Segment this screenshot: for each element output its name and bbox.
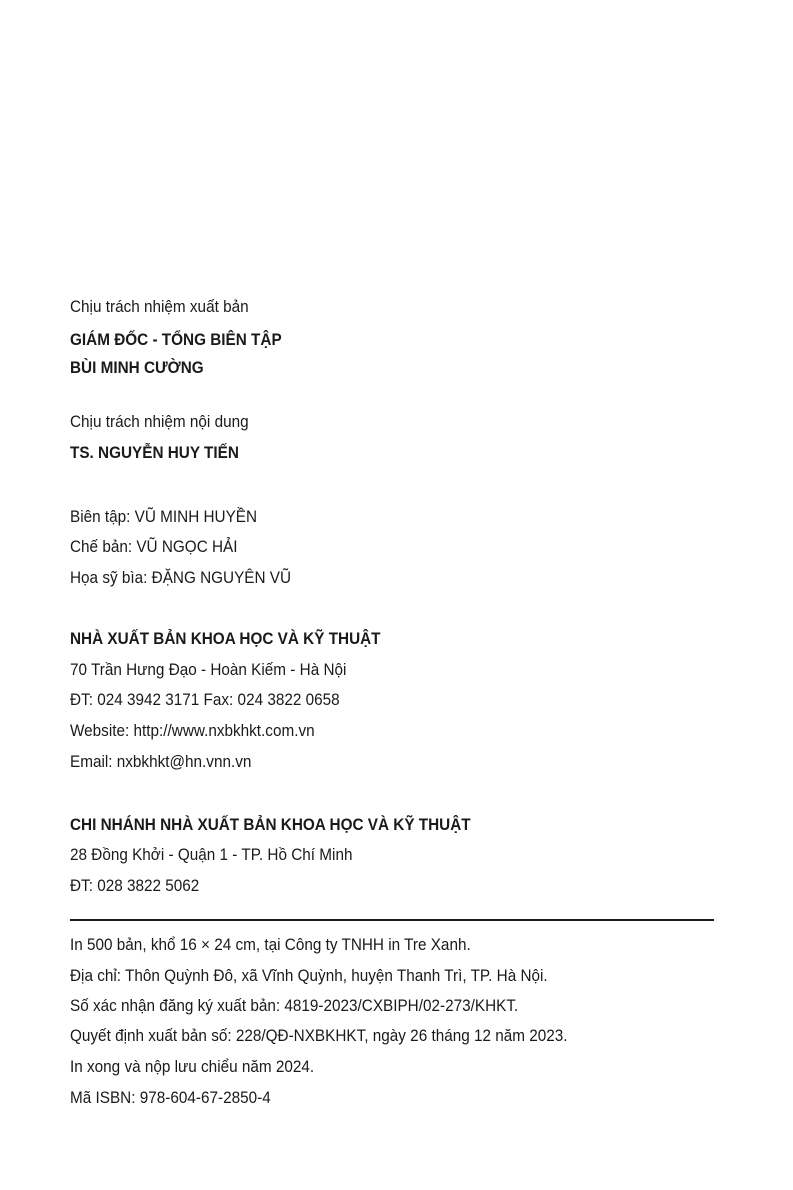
- credit-editor: Biên tập: VŨ MINH HUYỀN: [70, 507, 258, 526]
- deposit-year: In xong và nộp lưu chiểu năm 2024.: [70, 1057, 315, 1076]
- director-name: BÙI MINH CƯỜNG: [70, 358, 204, 377]
- publisher-phone-fax: ĐT: 024 3942 3171 Fax: 024 3822 0658: [70, 690, 340, 709]
- divider-rule: [70, 919, 714, 921]
- colophon-page: [70, 0, 730, 1190]
- publisher-address: 70 Trần Hưng Đạo - Hoàn Kiếm - Hà Nội: [70, 660, 347, 679]
- branch-phone: ĐT: 028 3822 5062: [70, 876, 200, 895]
- branch-name: CHI NHÁNH NHÀ XUẤT BẢN KHOA HỌC VÀ KỸ THUẬT: [70, 815, 471, 834]
- publisher-name: NHÀ XUẤT BẢN KHOA HỌC VÀ KỸ THUẬT: [70, 629, 381, 648]
- publisher-responsible-label: Chịu trách nhiệm xuất bản: [70, 297, 249, 316]
- credit-typesetter: Chế bản: VŨ NGỌC HẢI: [70, 537, 238, 556]
- content-responsible-label: Chịu trách nhiệm nội dung: [70, 412, 249, 431]
- publishing-decision: Quyết định xuất bản số: 228/QĐ-NXBKHKT, ngày 26 tháng 12 năm 2023.: [70, 1026, 568, 1045]
- content-responsible-name: TS. NGUYỄN HUY TIẾN: [70, 443, 239, 462]
- credit-cover-artist: Họa sỹ bìa: ĐẶNG NGUYÊN VŨ: [70, 568, 292, 587]
- isbn: Mã ISBN: 978-604-67-2850-4: [70, 1088, 271, 1107]
- registration-number: Số xác nhận đăng ký xuất bản: 4819-2023/CXBIPH/02-273/KHKT.: [70, 996, 519, 1015]
- publisher-email: Email: nxbkhkt@hn.vnn.vn: [70, 752, 252, 771]
- printing-address: Địa chỉ: Thôn Quỳnh Đô, xã Vĩnh Quỳnh, huyện Thanh Trì, TP. Hà Nội.: [70, 966, 548, 985]
- branch-address: 28 Đồng Khởi - Quận 1 - TP. Hồ Chí Minh: [70, 845, 353, 864]
- publisher-website: Website: http://www.nxbkhkt.com.vn: [70, 721, 315, 740]
- director-title: GIÁM ĐỐC - TỔNG BIÊN TẬP: [70, 330, 282, 349]
- printing-info: In 500 bản, khổ 16 × 24 cm, tại Công ty TNHH in Tre Xanh.: [70, 935, 471, 954]
